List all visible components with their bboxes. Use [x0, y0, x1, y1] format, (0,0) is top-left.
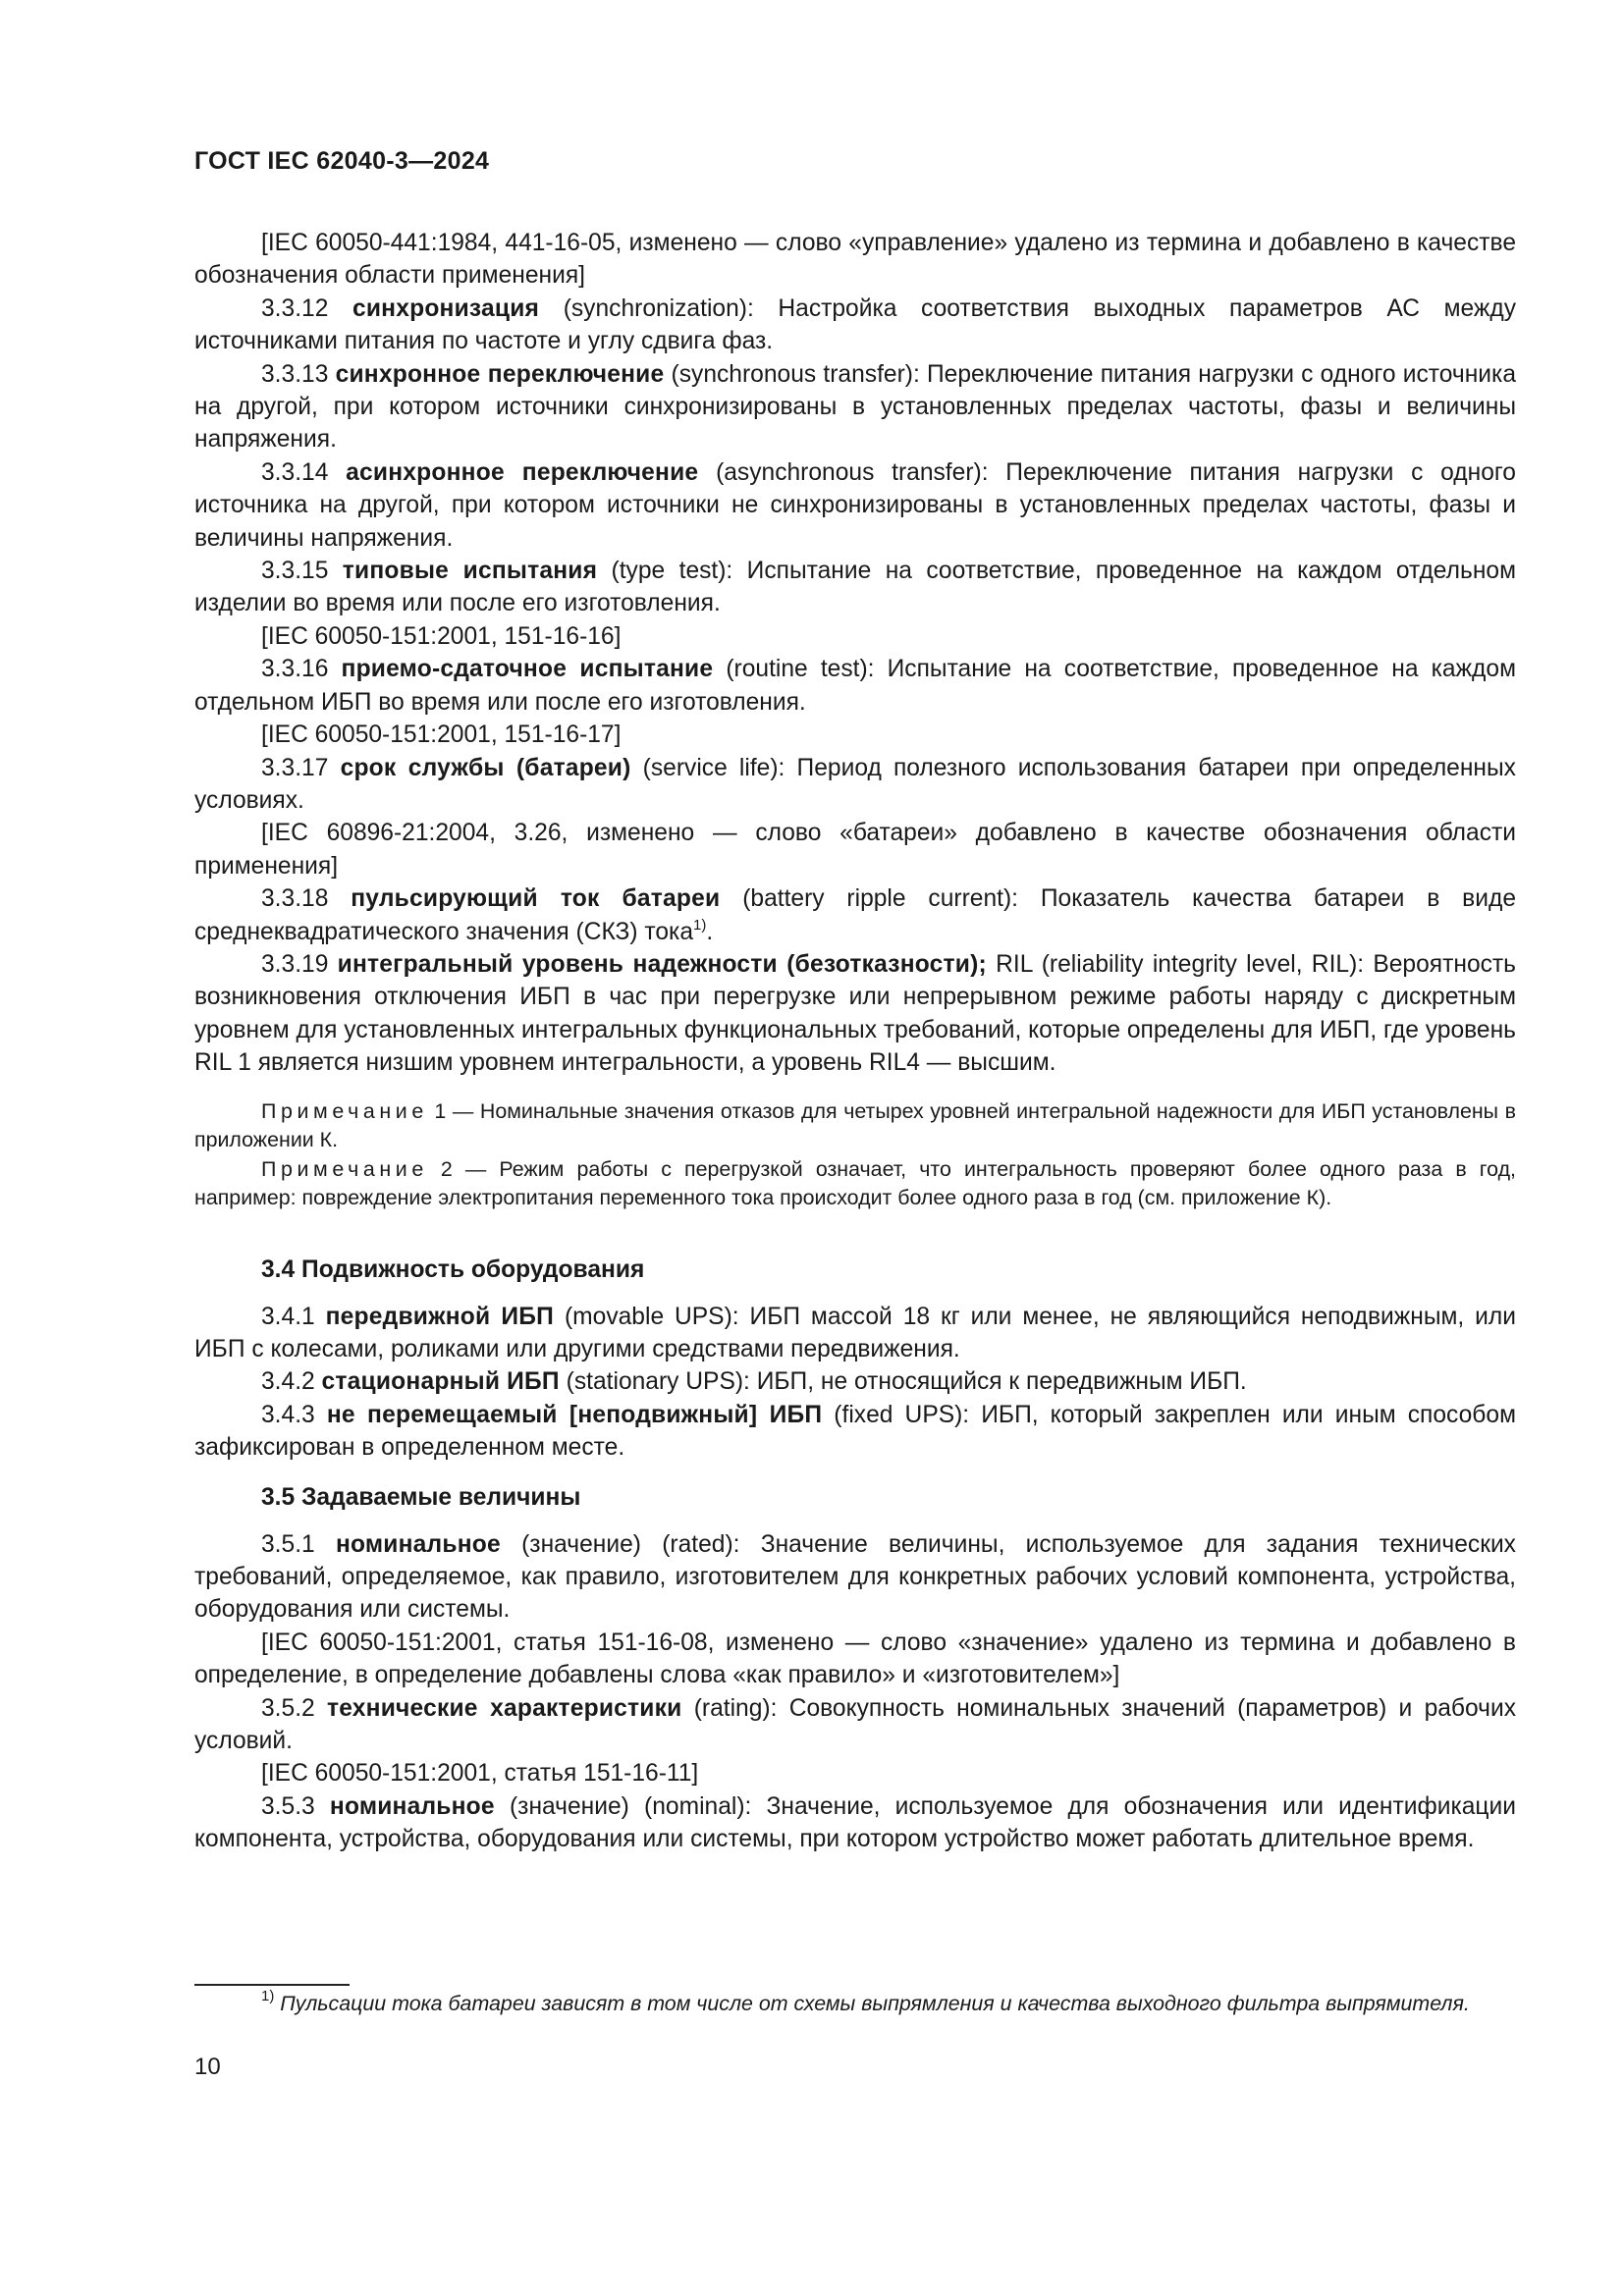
- terms-section-3-4: [194, 1301, 1516, 1465]
- terms-section-3-3: [194, 227, 1516, 1080]
- term-definition: 3.3.16 приемо-сдаточное испытание (routine test): Испытание на соответствие, проведенное на каждом отдельном ИБП во время или после его изготовления.: [194, 656, 1516, 716]
- term-definition: 3.3.17 срок службы (батареи) (service life): Период полезного использования батареи при определенных условиях.: [194, 754, 1516, 814]
- reference-paragraph: [IEC 60050-441:1984, 441-16-05, изменено — слово «управление» удалено из термина и добавлено в качестве обозначения области применения]: [194, 230, 1516, 290]
- footnote-marker: 1): [261, 1988, 275, 2004]
- term-definition: 3.3.12 синхронизация (synchronization): Настройка соответствия выходных параметров АС между источниками питания по частоте и углу сдвига фаз.: [194, 294, 1516, 355]
- term-definition: 3.5.2 технические характеристики (rating): Совокупность номинальных значений (параметров) и рабочих условий.: [194, 1694, 1516, 1755]
- term-definition: 3.4.2 стационарный ИБП (stationary UPS): ИБП, не относящийся к передвижным ИБП.: [261, 1368, 1247, 1396]
- document-page: [194, 147, 1516, 1856]
- term-definition: 3.4.3 не перемещаемый [неподвижный] ИБП (fixed UPS): ИБП, который закреплен или иным способом зафиксирован в определенном месте.: [194, 1401, 1516, 1462]
- term-definition: 3.5.3 номинальное (значение) (nominal): Значение, используемое для обозначения или идентификации компонента, устройства, оборудования или системы, при котором устройство может работать длительное время.: [194, 1792, 1516, 1853]
- note-label: Примечание: [261, 1098, 428, 1123]
- term-definition: 3.3.19 интегральный уровень надежности (безотказности); RIL (reliability integrity level, RIL): Вероятность возникновения отключения ИБП в час при перегрузке или непрерывном режиме работы наряду с дискретным уровнем для установленных интегральных функциональных требований, которые определены для ИБП, где уровень RIL 1 является низшим уровнем интегральности, а уровень RIL4 — высшим.: [194, 950, 1516, 1077]
- term-definition: 3.5.1 номинальное (значение) (rated): Значение величины, используемое для задания технических требований, определяемое, как правило, изготовителем для конкретных рабочих условий компонента, устройства, оборудования или системы.: [194, 1530, 1516, 1624]
- reference-paragraph: [IEC 60050-151:2001, статья 151-16-11]: [261, 1760, 699, 1788]
- term-definition: 3.3.15 типовые испытания (type test): Испытание на соответствие, проведенное на каждом отдельном изделии во время или после его изготовления.: [194, 558, 1516, 617]
- section-heading-3-4: 3.4 Подвижность оборудования: [261, 1255, 645, 1283]
- section-heading-3-5: 3.5 Задаваемые величины: [261, 1483, 581, 1511]
- page-number: 10: [194, 2054, 221, 2080]
- notes-block: [194, 1097, 1516, 1213]
- reference-paragraph: [IEC 60050-151:2001, 151-16-16]: [261, 622, 622, 650]
- note-label: Примечание: [261, 1156, 428, 1181]
- footnote: $^{1)}$ Пульсации тока батареи зависят в том числе от схемы выпрямления и качества выходного фильтра выпрямителя.: [261, 1988, 1470, 2015]
- document-header: ГОСТ IEC 62040-3—2024: [194, 147, 490, 175]
- reference-paragraph: [IEC 60050-151:2001, 151-16-17]: [261, 721, 622, 749]
- footnote-divider: [194, 1984, 350, 1986]
- term-definition: 3.3.13 синхронное переключение (synchronous transfer): Переключение питания нагрузки с одного источника на другой, при котором источники синхронизированы в установленных пределах частоты, фазы и величины напряжения.: [194, 360, 1517, 454]
- note-1: Примечание 1 — Номинальные значения отказов для четырех уровней интегральной надежности для ИБП установлены в приложении К.: [194, 1098, 1516, 1152]
- footnote-reference[interactable]: 1): [693, 916, 707, 934]
- terms-section-3-5: [194, 1528, 1516, 1856]
- term-definition: 3.3.18 пульсирующий ток батареи (battery ripple current): Показатель качества батареи в виде среднеквадратического значения (СКЗ) тока$^{1)}$.: [194, 885, 1517, 945]
- note-2: Примечание 2 — Режим работы с перегрузкой означает, что интегральность проверяют более одного раза в год, например: повреждение электропитания переменного тока происходит более одного раза в год (см. приложение К).: [194, 1156, 1516, 1210]
- reference-paragraph: [IEC 60050-151:2001, статья 151-16-08, изменено — слово «значение» удалено из термина и добавлено в определение, в определение добавлены слова «как правило» и «изготовителем»]: [194, 1629, 1516, 1689]
- term-definition: 3.3.14 асинхронное переключение (asynchronous transfer): Переключение питания нагрузки с одного источника на другой, при котором источники не синхронизированы в установленных пределах частоты, фазы и величины напряжения.: [194, 458, 1516, 552]
- reference-paragraph: [IEC 60896-21:2004, 3.26, изменено — слово «батареи» добавлено в качестве обозначения области применения]: [194, 820, 1516, 880]
- term-definition: 3.4.1 передвижной ИБП (movable UPS): ИБП массой 18 кг или менее, не являющийся неподвижным, или ИБП с колесами, роликами или другими средствами передвижения.: [194, 1303, 1516, 1362]
